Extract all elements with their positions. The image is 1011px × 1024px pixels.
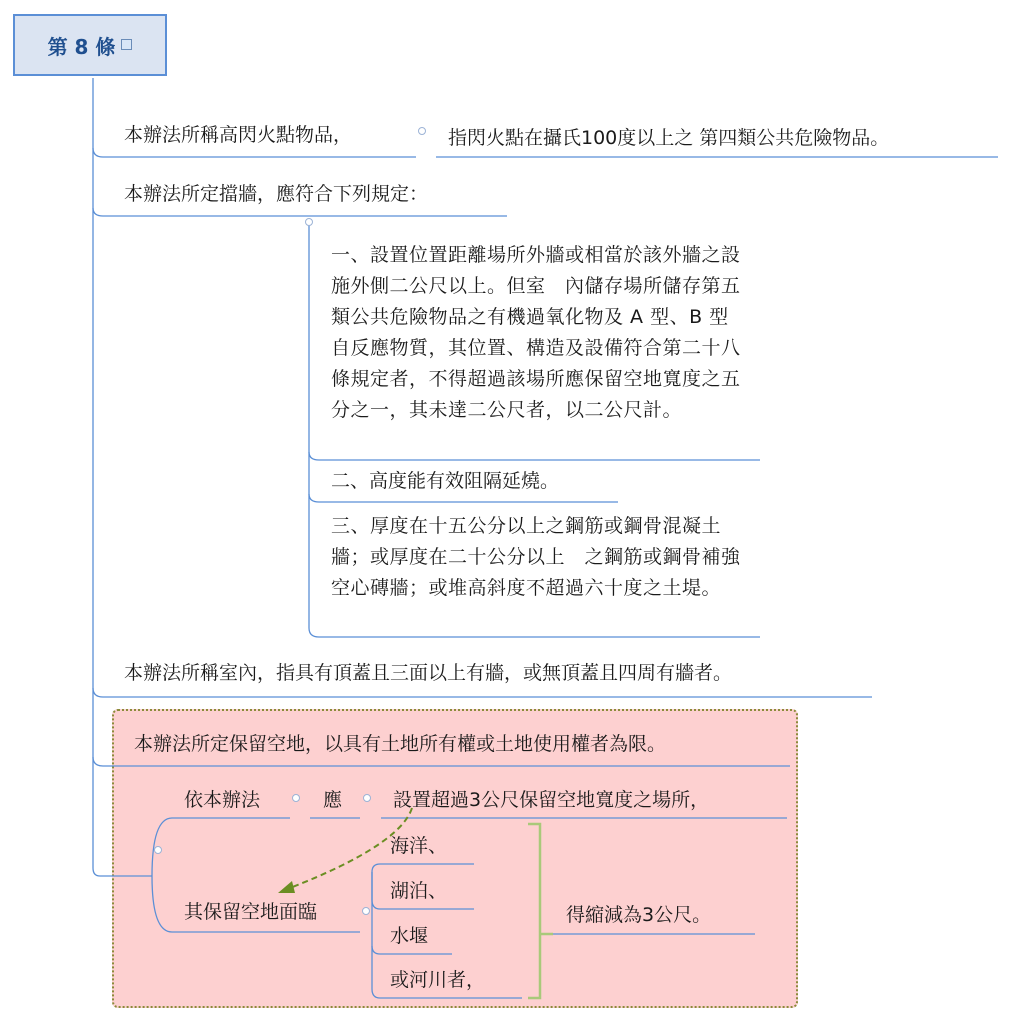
item1-underline (309, 452, 760, 460)
branch4-head[interactable]: 本辦法所定保留空地，以具有土地所有權或土地使用權者為限。 (134, 733, 667, 755)
trunk-line (93, 78, 120, 876)
branch2-item-1[interactable]: 一、設置位置距離場所外牆或相當於該外牆之設施外側二公尺以上。但室 內儲存場所儲存第五類公共危險物品之有機過氧化物及 A 型、B 型 自反應物質，其位置、構造及設備符合第二十八條規定者，不得超過該場所應保留空地寬度之五分之一，其未達二公尺者，以二公尺計。 (331, 244, 749, 421)
collapse-icon[interactable] (121, 39, 132, 50)
branch2-item-2[interactable]: 二、高度能有效阻隔延燒。 (331, 470, 560, 492)
bullet-icon (305, 218, 313, 226)
branch2-item-3[interactable]: 三、厚度在十五公分以上之鋼筋或鋼骨混凝土牆；或厚度在二十公分以上 之鋼筋或鋼骨補強空心磚牆；或堆高斜度不超過六十度之土堤。 (331, 515, 741, 599)
branch2-title[interactable]: 本辦法所定擋牆，應符合下列規定： (124, 183, 429, 205)
bullet-icon (363, 794, 371, 802)
bullet-icon (154, 846, 162, 854)
row1-a[interactable]: 依本辦法 (184, 789, 261, 811)
water-2[interactable]: 湖泊、 (390, 880, 448, 902)
branch3-underline (93, 688, 872, 697)
item2-underline (309, 494, 618, 502)
root-node[interactable] (13, 14, 167, 76)
row1-c[interactable]: 設置超過3公尺保留空地寬度之場所， (393, 789, 710, 811)
water-4[interactable]: 或河川者， (390, 969, 486, 991)
root-label: 第 8 條 (47, 34, 116, 59)
row2-a[interactable]: 其保留空地面臨 (184, 901, 318, 923)
row1-underline (152, 818, 290, 876)
branch3[interactable]: 本辦法所稱室內，指具有頂蓋且三面以上有牆，或無頂蓋且四周有牆者。 (124, 662, 733, 684)
bracket-shape (528, 824, 553, 998)
branch1-left[interactable]: 本辦法所稱高閃火點物品， (124, 124, 353, 146)
branch1-underline (93, 148, 416, 157)
branch1-right[interactable]: 指閃火點在攝氏100度以上之 第四類公共危險物品。 (448, 127, 890, 149)
bullet-icon (362, 907, 370, 915)
water-3[interactable]: 水堰 (390, 925, 429, 947)
bullet-icon (418, 127, 426, 135)
branch2-underline (93, 208, 507, 216)
bullet-icon (292, 794, 300, 802)
row1-b[interactable]: 應 (323, 789, 343, 811)
result-text[interactable]: 得縮減為3公尺。 (566, 904, 712, 926)
branch4-underline (93, 757, 790, 766)
arrow-head (278, 881, 295, 893)
water-1[interactable]: 海洋、 (390, 835, 448, 857)
